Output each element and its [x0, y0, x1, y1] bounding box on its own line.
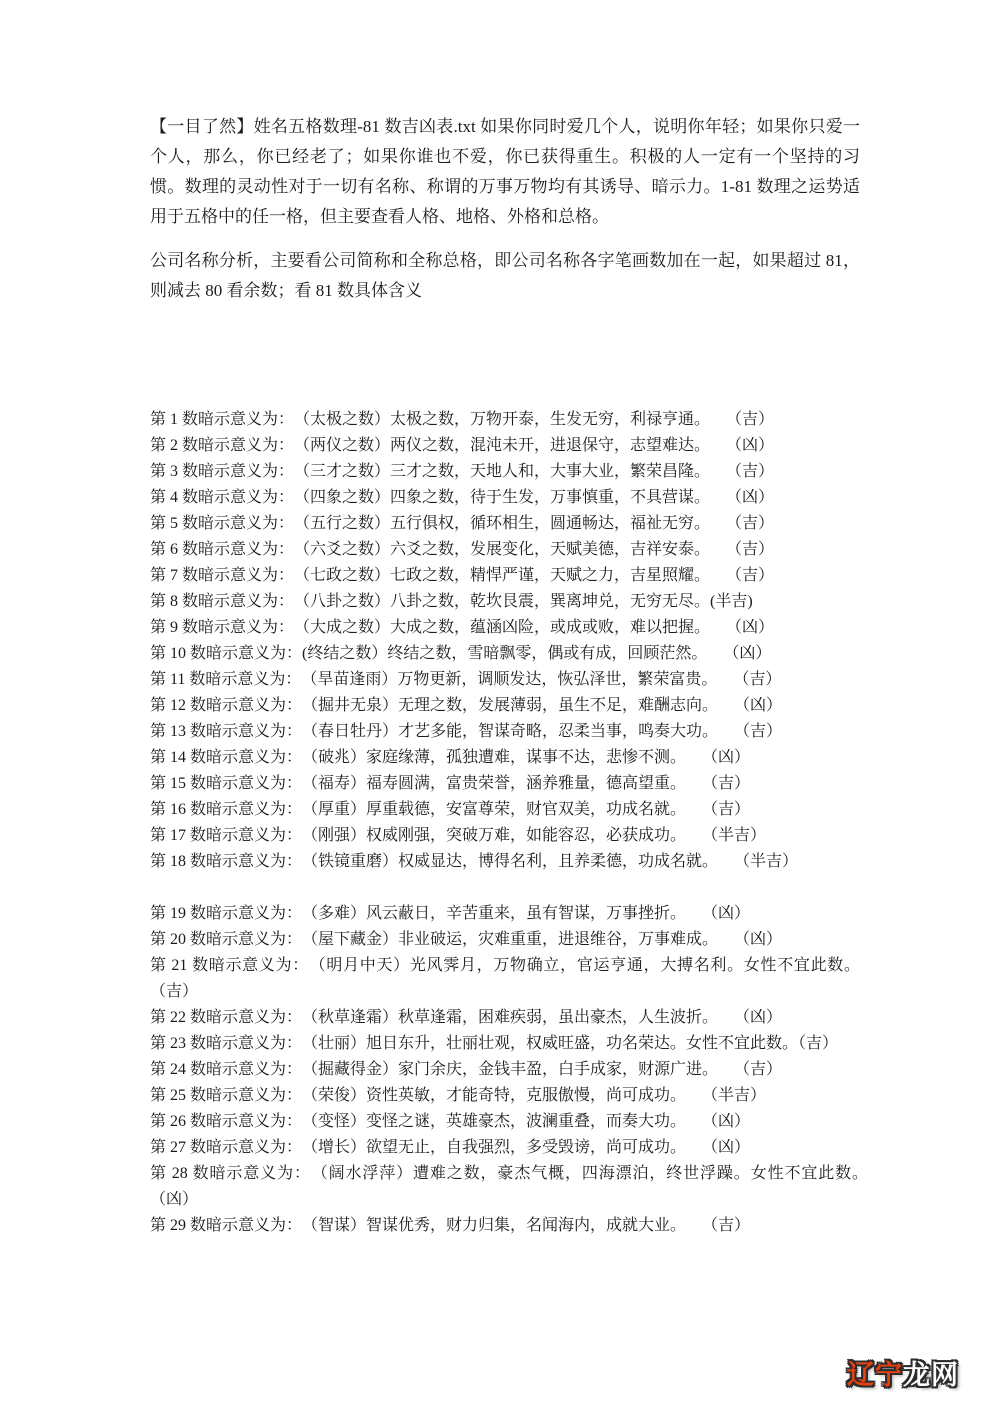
list-item: 第 6 数暗示意义为： （六爻之数）六爻之数，发展变化，天赋美德，吉祥安泰。 （吉）: [150, 541, 775, 558]
list-item: 第 24 数暗示意义为： （掘藏得金）家门余庆，金钱丰盈，白手成家，财源广进。 （吉）: [150, 1061, 783, 1078]
list-item: 第 4 数暗示意义为： （四象之数）四象之数，待于生发，万事慎重，不具营谋。 （凶）: [150, 489, 775, 506]
list-item: 第 5 数暗示意义为： （五行之数）五行俱权，循环相生，圆通畅达，福祉无穷。 （吉）: [150, 515, 775, 532]
list-item: 第 9 数暗示意义为： （大成之数）大成之数，蕴涵凶险，或成或败，难以把握。 （凶）: [150, 619, 775, 636]
list-item: 第 12 数暗示意义为： （掘井无泉）无理之数，发展薄弱，虽生不足，难酬志向。 （凶）: [150, 697, 783, 714]
list-item: 第 29 数暗示意义为： （智谋）智谋优秀，财力归集，名闻海内，成就大业。 （吉）: [150, 1217, 751, 1234]
number-list: [150, 407, 877, 1239]
list-item: 第 3 数暗示意义为： （三才之数）三才之数，天地人和，大事大业，繁荣昌隆。 （吉）: [150, 463, 775, 480]
list-item: 第 13 数暗示意义为： （春日牡丹）才艺多能，智谋奇略，忍柔当事，鸣奏大功。 （吉）: [150, 723, 783, 740]
list-item: 第 25 数暗示意义为： （荣俊）资性英敏，才能奇特，克服傲慢，尚可成功。 （半吉）: [150, 1087, 767, 1104]
blank-line: [150, 875, 860, 901]
list-item: 第 15 数暗示意义为： （福寿）福寿圆满，富贵荣誉，涵养雅量，德高望重。 （吉）: [150, 775, 751, 792]
list-item: 第 16 数暗示意义为： （厚重）厚重载德，安富尊荣，财官双美，功成名就。 （吉）: [150, 801, 751, 818]
watermark-suffix-text: 龙网: [903, 1360, 959, 1391]
document-body: [150, 112, 877, 1239]
list-item: 第 22 数暗示意义为： （秋草逢霜）秋草逢霜，困难疾弱，虽出豪杰，人生波折。 （凶）: [150, 1009, 783, 1026]
list-item: 第 18 数暗示意义为： （铁镜重磨）权威显达，博得名利，且养柔德，功成名就。 （半吉）: [150, 853, 799, 870]
list-item: 第 20 数暗示意义为： （屋下藏金）非业破运，灾难重重，进退维谷，万事难成。 （凶）: [150, 931, 783, 948]
watermark-logo: [847, 1353, 959, 1392]
list-item: 第 8 数暗示意义为： （八卦之数）八卦之数，乾坎艮震，巽离坤兑，无穷无尽。(半吉): [150, 593, 753, 610]
intro-paragraph: 【一目了然】姓名五格数理-81 数吉凶表.txt 如果你同时爱几个人，说明你年轻；如果你只爱一个人，那么，你已经老了；如果你谁也不爱，你已获得重生。积极的人一定有一个坚持的习惯。数理的灵动性对于一切有名称、称谓的万事万物均有其诱导、暗示力。1-81 数理之运势适用于五格中的任一格，但主要查看人格、地格、外格和总格。: [150, 117, 860, 226]
list-item: 第 26 数暗示意义为： （变怪）变怪之谜，英雄豪杰，波澜重叠，而奏大功。 （凶）: [150, 1113, 751, 1130]
company-analysis-paragraph: 公司名称分析，主要看公司简称和全称总格，即公司名称各字笔画数加在一起，如果超过 81，则减去 80 看余数；看 81 数具体含义: [150, 251, 860, 300]
list-item: 第 2 数暗示意义为： （两仪之数）两仪之数，混沌未开，进退保守，志望难达。 （凶）: [150, 437, 775, 454]
list-item: 第 11 数暗示意义为： （旱苗逢雨）万物更新，调顺发达，恢弘泽世，繁荣富贵。 （吉）: [150, 671, 782, 688]
list-item: 第 21 数暗示意义为： （明月中天）光风霁月，万物确立，官运亨通，大搏名利。女性不宜此数。（吉）: [150, 957, 860, 1000]
watermark-prefix-text: 辽宁: [847, 1360, 903, 1391]
list-item: 第 23 数暗示意义为： （壮丽）旭日东升，壮丽壮观，权威旺盛，功名荣达。女性不宜此数。（吉）: [150, 1035, 839, 1052]
list-item: 第 28 数暗示意义为： （阔水浮萍）遭难之数，豪杰气概，四海漂泊，终世浮躁。女性不宜此数。 （凶）: [150, 1165, 877, 1208]
list-item: 第 19 数暗示意义为： （多难）风云蔽日，辛苦重来，虽有智谋，万事挫折。 （凶）: [150, 905, 751, 922]
list-item: 第 7 数暗示意义为： （七政之数）七政之数，精悍严谨，天赋之力，吉星照耀。 （吉）: [150, 567, 775, 584]
list-item: 第 1 数暗示意义为： （太极之数）太极之数，万物开泰，生发无穷，利禄亨通。 （吉）: [150, 411, 775, 428]
list-item: 第 27 数暗示意义为： （增长）欲望无止，自我强烈，多受毁谤，尚可成功。 （凶）: [150, 1139, 751, 1156]
list-item: 第 17 数暗示意义为： （刚强）权威刚强，突破万难，如能容忍，必获成功。 （半吉）: [150, 827, 767, 844]
list-item: 第 14 数暗示意义为： （破兆）家庭缘薄，孤独遭难，谋事不达，悲惨不测。 （凶）: [150, 749, 751, 766]
list-item: 第 10 数暗示意义为：(终结之数）终结之数，雪暗飘零，偶或有成，回顾茫然。 （凶）: [150, 645, 772, 662]
